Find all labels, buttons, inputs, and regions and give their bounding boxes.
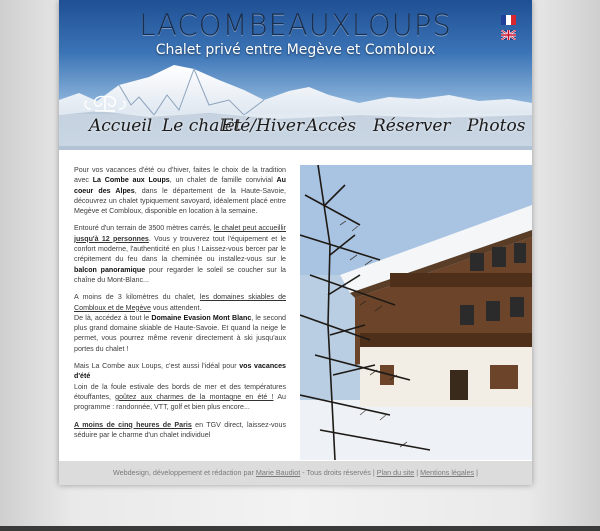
paris-access-link[interactable]: A moins de cinq heures de Paris [74,420,192,429]
french-flag-icon[interactable] [501,15,516,25]
nav-reserver[interactable]: Réserver [373,116,451,136]
domain-evasion: Domaine Evasion Mont Blanc [151,313,252,322]
text: A moins de 3 kilomètres du chalet, [74,293,200,302]
paragraph-ski [74,292,286,354]
main-navigation [59,114,532,146]
text: en TGV direct, laissez-vous séduire par le charme d'un chalet individuel [74,420,286,439]
uk-flag-icon[interactable] [501,30,516,40]
footer-separator: | [474,468,478,477]
nav-le-chalet[interactable]: Le chalet [162,116,242,136]
legal-notice-link[interactable]: Mentions légales [420,468,475,477]
capacity-link[interactable]: le chalet peut accueillir [213,224,286,233]
text: De là, accédez à tout le [74,313,152,322]
highlight-alpes: Au coeur des Alpes [74,176,286,195]
author-link[interactable]: Marie Baudiot [255,468,301,477]
page-container [59,0,532,485]
paragraph-summer [74,361,286,412]
text: , un chalet de famille convivial [169,176,277,185]
text: Au programme : randonnée, VTT, golf et bien plus encore... [74,392,286,412]
ornament-icon [81,93,129,115]
bottom-border [0,526,600,531]
chalet-photo [300,165,532,460]
nav-photos[interactable]: Photos [467,116,526,136]
intro-text [74,165,286,447]
paragraph-capacity [74,223,286,285]
text: Mais La Combe aux Loups, c'est aussi l'idéal pour [74,362,240,371]
site-footer [59,461,532,485]
capacity-link-bold[interactable]: jusqu'à 12 personnes [74,234,149,243]
nav-acces[interactable]: Accès [306,116,357,136]
footer-rights: - Tous droits réservés | [300,468,377,477]
text: , le second plus grand domaine skiable de Haute-Savoie. Et quand la neige le permet, vous pourrez même revenir directement à ski jusqu'aux portes du chalet ! [74,313,286,353]
footer-separator: | [414,468,421,477]
ski-domains-link[interactable]: les domaines skiables de Combloux et de Megève [74,293,286,312]
text: pour regarder le soleil se coucher sur la chaîne du Mont-Blanc... [74,265,286,284]
text: vous attendent. [150,303,202,312]
sitemap-link[interactable]: Plan du site [376,468,415,477]
paragraph-intro [74,165,286,216]
site-header [59,0,532,150]
chalet-name: La Combe aux Loups [92,176,170,185]
site-title: LACOMBEAUXLOUPS [139,8,452,42]
nav-accueil[interactable]: Accueil [89,116,153,136]
balcony-highlight: balcon panoramique [74,265,146,274]
site-subtitle: Chalet privé entre Megève et Combloux [155,42,436,58]
text: . Vous y trouverez tout l'équipement et le confort moderne, l'authenticité en plus ! Laissez-vous bercer par le crépitement du feu dans la cheminée ou installez-vous sur le [74,234,286,264]
text: Entouré d'un terrain de 3500 mètres carrés, [74,224,214,233]
paragraph-paris [74,420,286,441]
summer-highlight: vos vacances d'été [74,362,286,381]
text: Loin de la foule estivale des bords de mer et des températures étouffantes, [74,382,286,401]
text: Pour vos vacances d'été ou d'hiver, faites le choix de la tradition avec [74,166,286,185]
text: , dans le département de la Haute-Savoie, découvrez un chalet typiquement savoyard, idéalement placé entre Megève et Combloux, disponible en location à la semaine. [74,186,286,216]
footer-credit: Webdesign, développement et rédaction par [113,468,256,477]
nav-ete-hiver[interactable]: Eté/Hiver [221,116,305,136]
summer-charms-link[interactable]: goûtez aux charmes de la montagne en été ! [115,392,274,401]
